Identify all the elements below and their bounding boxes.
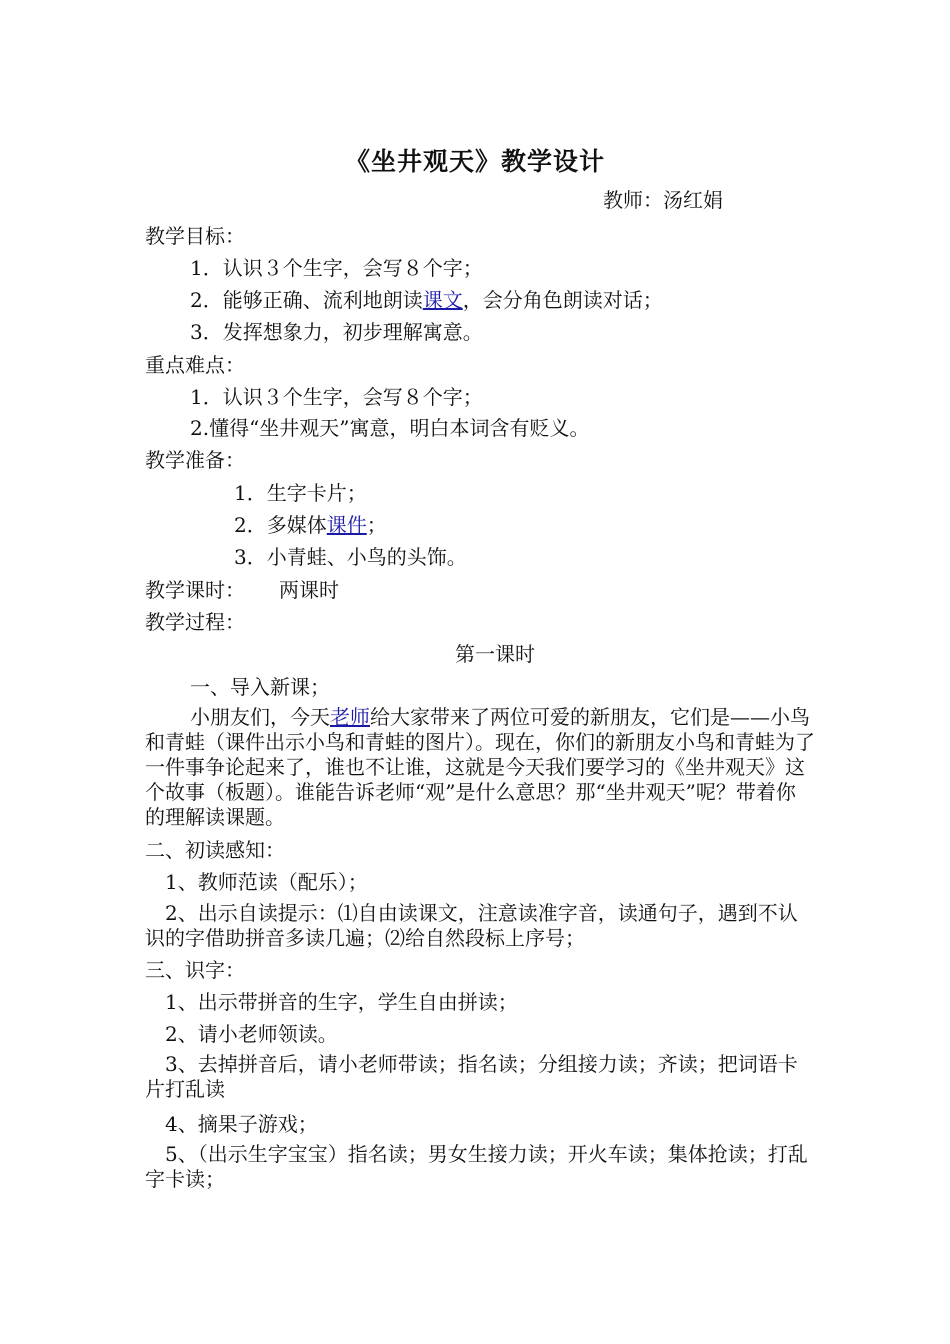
lesson-1-heading: 第一课时 [455,642,535,666]
teacher-name: 教师：汤红娟 [603,188,723,212]
objectives-heading: 教学目标： [145,224,245,248]
preparation-item-2-text-before: 2．多媒体 [234,513,327,537]
key-point-item-1: 1．认识３个生字，会写８个字； [190,385,483,409]
section-1-text-before: 小朋友们，今天 [190,705,330,729]
section-3-item-5: 5、（出示生字宝宝）指名读；男女生接力读；开火车读；集体抢读；打乱字卡读； [145,1142,808,1191]
section-3-heading: 三、识字： [145,958,245,982]
preparation-heading: 教学准备： [145,448,245,472]
kewen-link[interactable]: 课文 [422,288,463,312]
section-2-item-1: 1、教师范读（配乐）； [165,870,368,894]
process-heading: 教学过程： [145,610,245,634]
section-3-item-2: 2、请小老师领读。 [165,1022,338,1046]
preparation-item-3: 3．小青蛙、小鸟的头饰。 [234,545,467,569]
laoshi-link[interactable]: 老师 [330,705,370,729]
hours-label: 教学课时： [145,578,245,602]
section-1-heading: 一、导入新课； [190,675,330,699]
section-2-item-2: 2、出示自读提示：⑴自由读课文，注意读准字音，读通句子，遇到不认识的字借助拼音多读几遍；⑵给自然段标上序号； [145,901,798,950]
document-title: 《坐井观天》教学设计 [344,147,605,176]
objective-item-1: 1．认识３个生字，会写８个字； [190,256,483,280]
section-1-text-after: 给大家带来了两位可爱的新朋友，它们是——小鸟和青蛙（课件出示小鸟和青蛙的图片）。现在，你们的新朋友小鸟和青蛙为了一件事争论起来了，谁也不让谁，这就是今天我们要学习的《坐井观天》这个故事（板题）。谁能告诉老师“观”是什么意思？那“坐井观天”呢？带着你的理解读课题。 [145,705,815,829]
section-1-paragraph [145,705,815,830]
key-point-item-2: 2.懂得“坐井观天”寓意，明白本词含有贬义。 [190,416,590,440]
objective-item-2 [190,288,663,312]
preparation-item-2 [234,513,387,537]
section-3-item-1: 1、出示带拼音的生字，学生自由拼读； [165,990,518,1014]
objective-item-3: 3．发挥想象力，初步理解寓意。 [190,320,483,344]
objective-item-2-text-after: ，会分角色朗读对话； [462,288,663,312]
section-2-heading: 二、初读感知： [145,838,285,862]
kejian-link[interactable]: 课件 [326,513,367,537]
objective-item-2-text-before: 2．能够正确、流利地朗读 [190,288,423,312]
key-points-heading: 重点难点： [145,353,245,377]
section-3-item-3: 3、去掉拼音后，请小老师带读；指名读；分组接力读；齐读；把词语卡片打乱读 [145,1052,798,1101]
hours-value: 两课时 [279,578,339,602]
preparation-item-1: 1．生字卡片； [234,481,367,505]
section-3-item-4: 4、摘果子游戏； [165,1112,318,1136]
preparation-item-2-text-after: ； [366,513,387,537]
